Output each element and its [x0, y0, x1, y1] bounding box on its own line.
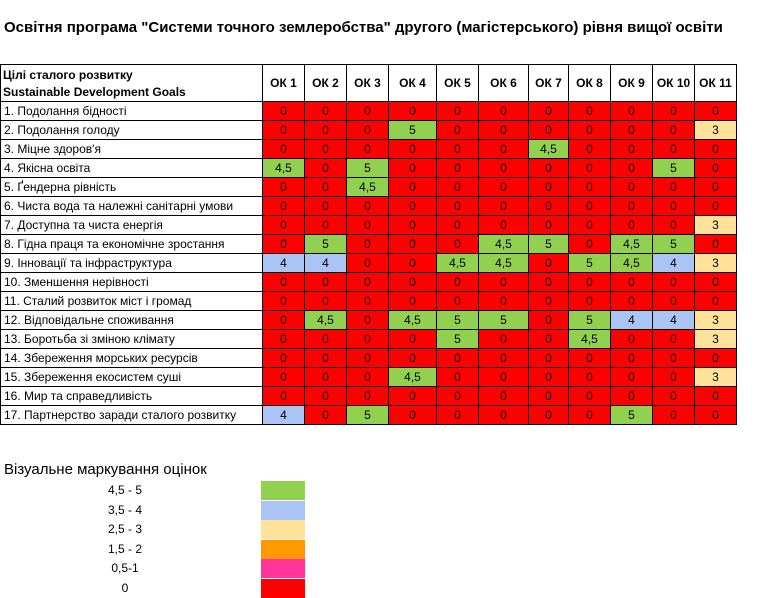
- score-cell: 0: [263, 235, 305, 254]
- score-cell: 0: [347, 311, 389, 330]
- score-cell: 0: [611, 197, 653, 216]
- score-cell: 0: [389, 254, 437, 273]
- legend-swatch: [261, 501, 305, 520]
- score-cell: 0: [305, 406, 347, 425]
- score-cell: 0: [611, 178, 653, 197]
- score-cell: 5: [437, 311, 479, 330]
- table-row: [1, 178, 737, 197]
- score-cell: 4,5: [389, 368, 437, 387]
- goal-column-header: [1, 65, 263, 102]
- table-row: [1, 387, 737, 406]
- score-cell: 0: [263, 387, 305, 406]
- table-row: [1, 159, 737, 178]
- score-cell: 0: [479, 121, 529, 140]
- header-row: [1, 65, 737, 102]
- score-cell: 5: [569, 311, 611, 330]
- score-cell: 4: [305, 254, 347, 273]
- table-row: [1, 368, 737, 387]
- score-cell: 0: [569, 102, 611, 121]
- score-cell: 0: [347, 216, 389, 235]
- score-cell: 3: [695, 330, 737, 349]
- score-cell: 0: [653, 197, 695, 216]
- score-cell: 0: [529, 121, 569, 140]
- page-title: Освітня програма "Системи точного землеробства" другого (магістерського) рівня вищої освіти: [4, 19, 723, 36]
- score-cell: 0: [305, 178, 347, 197]
- table-row: [1, 140, 737, 159]
- table-body: [1, 102, 737, 425]
- score-cell: 0: [569, 140, 611, 159]
- score-cell: 0: [611, 102, 653, 121]
- table-row: [1, 292, 737, 311]
- legend-swatch: [261, 520, 305, 539]
- score-cell: 0: [611, 216, 653, 235]
- table-row: [1, 311, 737, 330]
- score-cell: 0: [389, 197, 437, 216]
- score-cell: 0: [479, 102, 529, 121]
- score-cell: 0: [569, 406, 611, 425]
- score-cell: 0: [347, 140, 389, 159]
- score-cell: 0: [569, 197, 611, 216]
- score-cell: 0: [305, 349, 347, 368]
- column-header: ОК 8: [569, 65, 611, 102]
- score-cell: 0: [305, 273, 347, 292]
- score-cell: 3: [695, 121, 737, 140]
- score-cell: 0: [389, 178, 437, 197]
- score-cell: 0: [263, 102, 305, 121]
- goal-label: 9. Інновації та інфраструктура: [1, 254, 263, 273]
- legend-item: [0, 481, 310, 500]
- column-header: ОК 6: [479, 65, 529, 102]
- goal-label: 4. Якісна освіта: [1, 159, 263, 178]
- goal-label: 7. Доступна та чиста енергія: [1, 216, 263, 235]
- goal-label: 10. Зменшення нерівності: [1, 273, 263, 292]
- score-cell: 0: [437, 197, 479, 216]
- legend-swatch: [261, 559, 305, 578]
- score-cell: 0: [263, 292, 305, 311]
- score-cell: 0: [611, 387, 653, 406]
- score-cell: 0: [529, 102, 569, 121]
- score-cell: 0: [347, 368, 389, 387]
- score-cell: 0: [695, 159, 737, 178]
- column-header: ОК 3: [347, 65, 389, 102]
- score-cell: 0: [263, 178, 305, 197]
- score-cell: 4: [653, 254, 695, 273]
- score-cell: 0: [437, 273, 479, 292]
- score-cell: 0: [479, 273, 529, 292]
- score-cell: 0: [263, 140, 305, 159]
- score-cell: 0: [347, 349, 389, 368]
- score-cell: 0: [695, 178, 737, 197]
- score-cell: 0: [263, 368, 305, 387]
- score-cell: 0: [529, 368, 569, 387]
- score-cell: 0: [611, 273, 653, 292]
- score-cell: 0: [529, 159, 569, 178]
- score-table: [0, 64, 737, 425]
- score-cell: 0: [389, 235, 437, 254]
- score-cell: 0: [653, 349, 695, 368]
- score-cell: 0: [611, 140, 653, 159]
- score-cell: 0: [479, 197, 529, 216]
- score-cell: 0: [263, 330, 305, 349]
- score-cell: 5: [305, 235, 347, 254]
- score-cell: 0: [263, 273, 305, 292]
- score-cell: 0: [529, 292, 569, 311]
- score-cell: 0: [479, 387, 529, 406]
- score-cell: 4,5: [347, 178, 389, 197]
- score-cell: 0: [529, 330, 569, 349]
- score-cell: 0: [305, 102, 347, 121]
- score-cell: 0: [529, 216, 569, 235]
- score-cell: 0: [305, 197, 347, 216]
- goal-label: 8. Гідна праця та економічне зростання: [1, 235, 263, 254]
- score-cell: 5: [529, 235, 569, 254]
- table-row: [1, 121, 737, 140]
- score-cell: 0: [305, 159, 347, 178]
- score-cell: 0: [695, 406, 737, 425]
- goal-label: 17. Партнерство заради сталого розвитку: [1, 406, 263, 425]
- table-row: [1, 102, 737, 121]
- column-header: ОК 5: [437, 65, 479, 102]
- score-cell: 0: [389, 387, 437, 406]
- score-cell: 0: [389, 349, 437, 368]
- score-cell: 0: [611, 121, 653, 140]
- legend-label: 0: [121, 580, 129, 595]
- score-cell: 4,5: [305, 311, 347, 330]
- score-cell: 0: [529, 349, 569, 368]
- score-cell: 0: [389, 216, 437, 235]
- score-cell: 3: [695, 368, 737, 387]
- score-cell: 0: [569, 121, 611, 140]
- score-cell: 0: [653, 292, 695, 311]
- score-cell: 0: [305, 121, 347, 140]
- score-cell: 0: [569, 387, 611, 406]
- score-cell: 4: [263, 406, 305, 425]
- score-cell: 5: [347, 406, 389, 425]
- legend-label: 3,5 - 4: [107, 502, 143, 517]
- score-cell: 4: [611, 311, 653, 330]
- goal-label: 5. Ґендерна рівність: [1, 178, 263, 197]
- score-cell: 5: [347, 159, 389, 178]
- score-cell: 0: [347, 102, 389, 121]
- score-cell: 0: [653, 368, 695, 387]
- score-cell: 0: [611, 292, 653, 311]
- score-cell: 0: [569, 216, 611, 235]
- score-cell: 0: [611, 330, 653, 349]
- score-cell: 0: [529, 254, 569, 273]
- score-cell: 3: [695, 311, 737, 330]
- score-cell: 5: [653, 235, 695, 254]
- legend-item: [0, 501, 310, 520]
- score-cell: 0: [479, 368, 529, 387]
- score-cell: 0: [263, 216, 305, 235]
- score-cell: 0: [529, 178, 569, 197]
- legend-label: 1,5 - 2: [107, 541, 143, 556]
- score-cell: 0: [437, 140, 479, 159]
- score-cell: 0: [263, 311, 305, 330]
- score-cell: 0: [569, 368, 611, 387]
- legend-item: [0, 559, 310, 578]
- score-cell: 0: [437, 121, 479, 140]
- score-cell: 0: [653, 330, 695, 349]
- score-cell: 0: [347, 330, 389, 349]
- score-cell: 4,5: [569, 330, 611, 349]
- score-cell: 0: [347, 292, 389, 311]
- score-cell: 0: [347, 254, 389, 273]
- column-header: ОК 7: [529, 65, 569, 102]
- legend-item: [0, 540, 310, 559]
- score-cell: 4,5: [611, 235, 653, 254]
- score-cell: 4,5: [263, 159, 305, 178]
- score-cell: 0: [347, 273, 389, 292]
- score-cell: 5: [653, 159, 695, 178]
- column-header: ОК 1: [263, 65, 305, 102]
- score-cell: 0: [695, 292, 737, 311]
- score-cell: 4,5: [437, 254, 479, 273]
- score-cell: 0: [437, 349, 479, 368]
- legend-swatch: [261, 540, 305, 559]
- goal-label: 13. Боротьба зі зміною клімату: [1, 330, 263, 349]
- goal-header-ua: Цілі сталого розвитку: [3, 68, 133, 82]
- score-cell: 0: [529, 406, 569, 425]
- score-cell: 0: [479, 406, 529, 425]
- table-row: [1, 216, 737, 235]
- score-cell: 0: [569, 349, 611, 368]
- score-cell: 0: [305, 368, 347, 387]
- score-cell: 4,5: [529, 140, 569, 159]
- score-cell: 0: [437, 368, 479, 387]
- goal-label: 3. Міцне здоров'я: [1, 140, 263, 159]
- score-cell: 0: [479, 330, 529, 349]
- score-cell: 0: [529, 273, 569, 292]
- score-cell: 0: [479, 216, 529, 235]
- score-cell: 0: [479, 140, 529, 159]
- goal-label: 1. Подолання бідності: [1, 102, 263, 121]
- score-cell: 0: [389, 140, 437, 159]
- legend-label: 2,5 - 3: [107, 522, 143, 536]
- score-cell: 0: [569, 178, 611, 197]
- score-cell: 0: [695, 349, 737, 368]
- score-cell: 0: [389, 292, 437, 311]
- table-row: [1, 349, 737, 368]
- goal-label: 14. Збереження морських ресурсів: [1, 349, 263, 368]
- score-cell: 0: [611, 368, 653, 387]
- legend-item: [0, 520, 310, 539]
- score-cell: 0: [653, 387, 695, 406]
- column-header: ОК 4: [389, 65, 437, 102]
- score-cell: 0: [695, 102, 737, 121]
- score-cell: 4,5: [611, 254, 653, 273]
- score-cell: 5: [479, 311, 529, 330]
- score-cell: 0: [695, 235, 737, 254]
- score-cell: 0: [347, 197, 389, 216]
- legend-item: [0, 579, 310, 598]
- score-cell: 0: [529, 311, 569, 330]
- goal-label: 11. Сталий розвиток міст і громад: [1, 292, 263, 311]
- legend-swatch: [261, 481, 305, 500]
- table-row: [1, 197, 737, 216]
- score-cell: 0: [389, 330, 437, 349]
- table-row: [1, 330, 737, 349]
- goal-label: 15. Збереження екосистем суші: [1, 368, 263, 387]
- score-cell: 0: [347, 235, 389, 254]
- score-cell: 0: [263, 121, 305, 140]
- score-cell: 0: [653, 406, 695, 425]
- score-cell: 0: [479, 349, 529, 368]
- score-cell: 4,5: [389, 311, 437, 330]
- goal-label: 6. Чиста вода та належні санітарні умови: [1, 197, 263, 216]
- table-row: [1, 406, 737, 425]
- score-cell: 0: [437, 159, 479, 178]
- score-cell: 4: [263, 254, 305, 273]
- score-cell: 0: [437, 235, 479, 254]
- goal-label: 12. Відповідальне споживання: [1, 311, 263, 330]
- score-cell: 0: [347, 121, 389, 140]
- score-cell: 0: [529, 387, 569, 406]
- column-header: ОК 11: [695, 65, 737, 102]
- score-cell: 0: [389, 102, 437, 121]
- score-cell: 0: [695, 140, 737, 159]
- score-cell: 0: [263, 349, 305, 368]
- score-cell: 0: [437, 102, 479, 121]
- score-cell: 0: [305, 216, 347, 235]
- score-cell: 0: [437, 216, 479, 235]
- score-cell: 0: [611, 159, 653, 178]
- score-cell: 0: [611, 349, 653, 368]
- score-cell: 0: [653, 273, 695, 292]
- score-cell: 0: [305, 387, 347, 406]
- score-cell: 0: [347, 387, 389, 406]
- score-cell: 0: [263, 197, 305, 216]
- score-cell: 0: [437, 178, 479, 197]
- score-cell: 0: [569, 273, 611, 292]
- table-row: [1, 235, 737, 254]
- score-cell: 0: [569, 235, 611, 254]
- goal-label: 2. Подолання голоду: [1, 121, 263, 140]
- score-cell: 0: [437, 292, 479, 311]
- score-cell: 0: [389, 273, 437, 292]
- score-cell: 0: [305, 330, 347, 349]
- score-cell: 0: [695, 273, 737, 292]
- score-cell: 0: [479, 159, 529, 178]
- score-cell: 0: [305, 292, 347, 311]
- table-row: [1, 254, 737, 273]
- legend-label: 4,5 - 5: [107, 483, 143, 497]
- score-cell: 0: [389, 406, 437, 425]
- score-cell: 5: [569, 254, 611, 273]
- score-cell: 0: [389, 159, 437, 178]
- score-cell: 5: [611, 406, 653, 425]
- score-cell: 3: [695, 216, 737, 235]
- score-cell: 0: [653, 216, 695, 235]
- table-row: [1, 273, 737, 292]
- column-header: ОК 9: [611, 65, 653, 102]
- score-cell: 0: [695, 387, 737, 406]
- score-cell: 0: [653, 121, 695, 140]
- score-cell: 0: [653, 102, 695, 121]
- score-cell: 0: [305, 140, 347, 159]
- legend-title: Візуальне маркування оцінок: [4, 461, 207, 478]
- score-cell: 0: [569, 159, 611, 178]
- score-cell: 5: [389, 121, 437, 140]
- score-cell: 4,5: [479, 235, 529, 254]
- score-cell: 0: [437, 406, 479, 425]
- score-cell: 5: [437, 330, 479, 349]
- column-header: ОК 2: [305, 65, 347, 102]
- score-cell: 0: [437, 387, 479, 406]
- score-cell: 0: [529, 197, 569, 216]
- score-cell: 0: [479, 292, 529, 311]
- goal-header-en: Sustainable Development Goals: [3, 85, 186, 99]
- goal-label: 16. Мир та справедливість: [1, 387, 263, 406]
- score-cell: 4,5: [479, 254, 529, 273]
- score-cell: 4: [653, 311, 695, 330]
- column-header: ОК 10: [653, 65, 695, 102]
- score-cell: 0: [479, 178, 529, 197]
- score-cell: 0: [569, 292, 611, 311]
- score-cell: 0: [695, 197, 737, 216]
- score-cell: 3: [695, 254, 737, 273]
- score-cell: 0: [653, 178, 695, 197]
- score-cell: 0: [653, 140, 695, 159]
- legend-label: 0,5-1: [111, 561, 139, 575]
- legend-swatch: [261, 579, 305, 598]
